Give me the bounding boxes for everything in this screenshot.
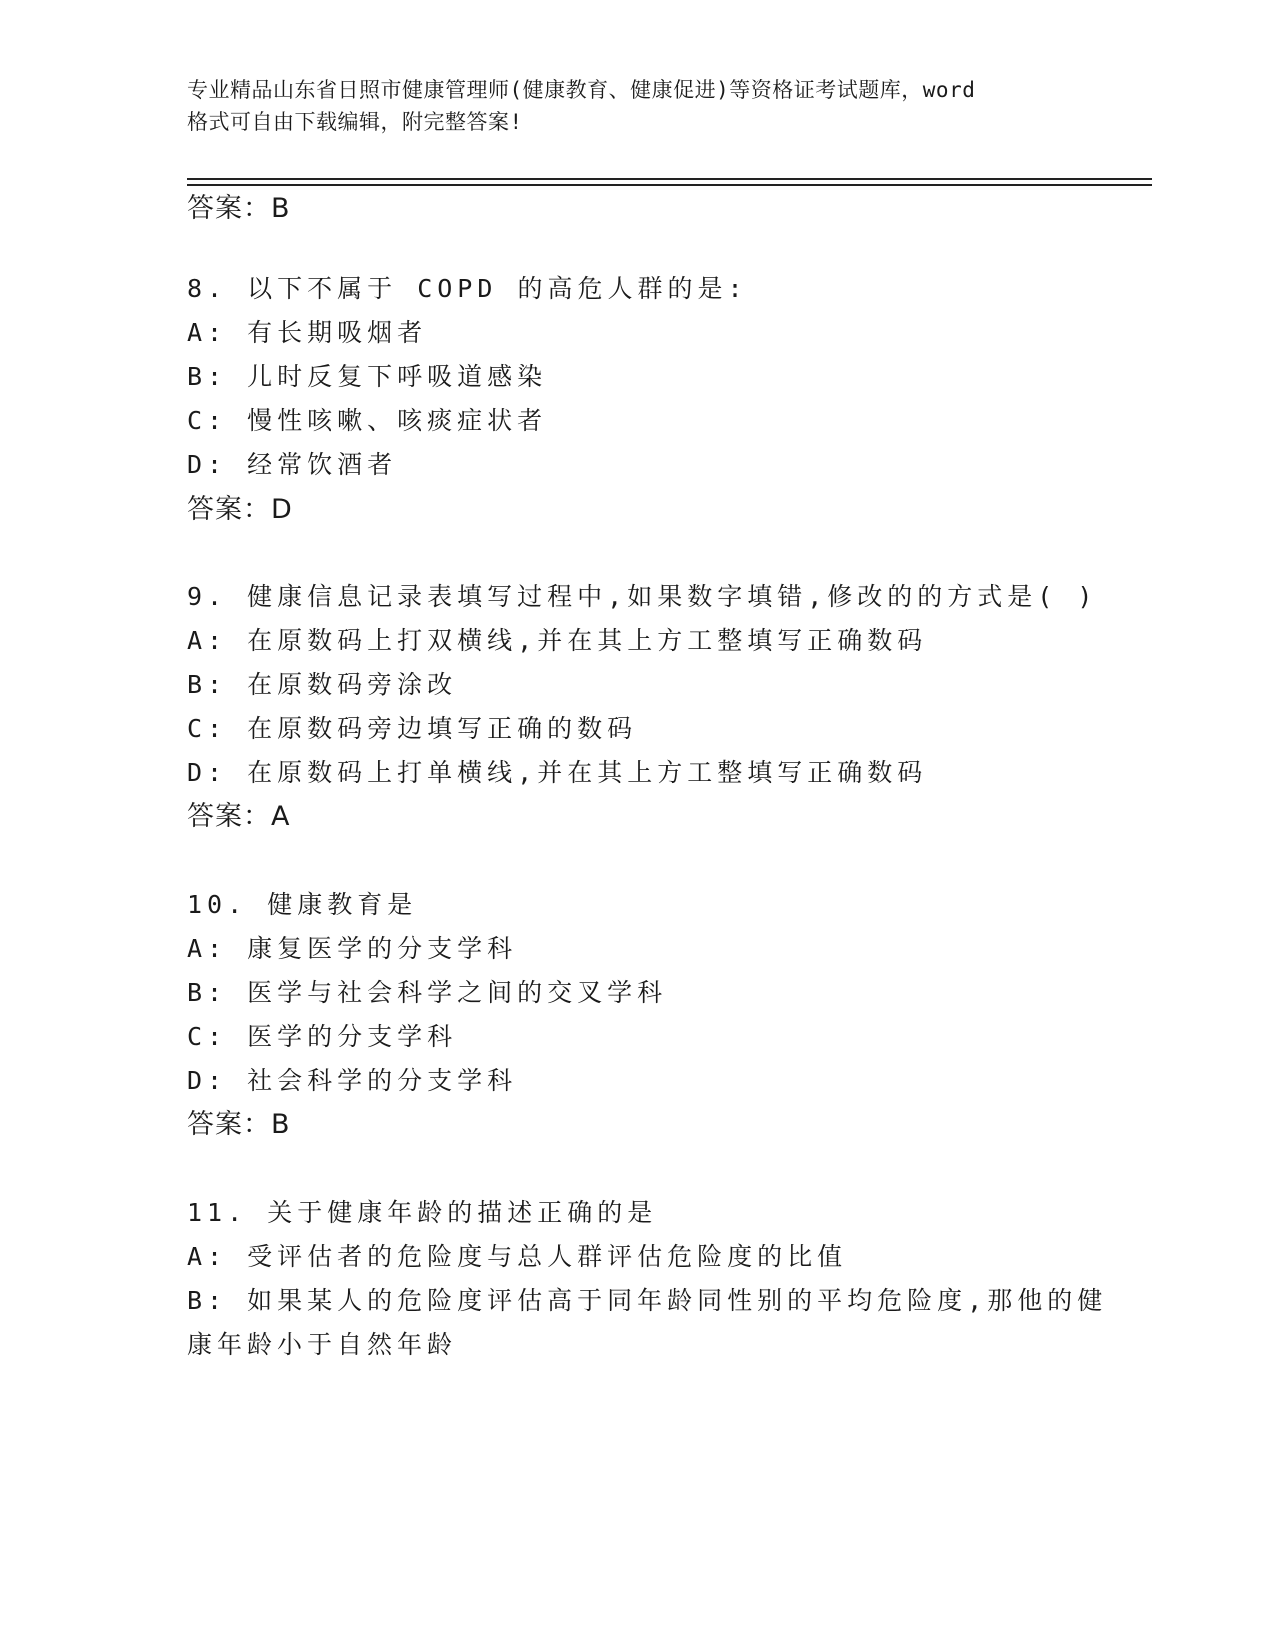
header-rule-bottom xyxy=(187,184,1152,186)
question-10-option-a: A: 康复医学的分支学科 xyxy=(187,934,518,963)
question-8-option-c: C: 慢性咳嗽、咳痰症状者 xyxy=(187,406,548,435)
question-10-option-d: D: 社会科学的分支学科 xyxy=(187,1066,518,1095)
question-10-option-b: B: 医学与社会科学之间的交叉学科 xyxy=(187,978,668,1007)
question-11-option-b-continued: 康年龄小于自然年龄 xyxy=(187,1330,458,1359)
question-11-stem: 11. 关于健康年龄的描述正确的是 xyxy=(187,1198,658,1227)
question-8-stem: 8. 以下不属于 COPD 的高危人群的是: xyxy=(187,274,748,303)
question-11-option-a: A: 受评估者的危险度与总人群评估危险度的比值 xyxy=(187,1242,848,1271)
question-8-option-b: B: 儿时反复下呼吸道感染 xyxy=(187,362,548,391)
question-10-option-c: C: 医学的分支学科 xyxy=(187,1022,458,1051)
previous-answer: 答案：B xyxy=(187,193,291,224)
header-line-1: 专业精品山东省日照市健康管理师(健康教育、健康促进)等资格证考试题库，word xyxy=(187,78,976,102)
header-line-2: 格式可自由下载编辑，附完整答案! xyxy=(187,110,523,134)
question-10-stem: 10. 健康教育是 xyxy=(187,890,418,919)
question-9-answer: 答案：A xyxy=(187,801,291,832)
question-8-answer: 答案：D xyxy=(187,494,293,525)
question-9-stem: 9. 健康信息记录表填写过程中,如果数字填错,修改的的方式是( ) xyxy=(187,582,1098,611)
question-9-option-a: A: 在原数码上打双横线,并在其上方工整填写正确数码 xyxy=(187,626,928,655)
question-8-option-a: A: 有长期吸烟者 xyxy=(187,318,428,347)
question-9-option-d: D: 在原数码上打单横线,并在其上方工整填写正确数码 xyxy=(187,758,928,787)
header-rule-top xyxy=(187,178,1152,180)
question-8-option-d: D: 经常饮酒者 xyxy=(187,450,398,479)
question-9-option-b: B: 在原数码旁涂改 xyxy=(187,670,458,699)
page-header xyxy=(187,74,1087,138)
question-9-option-c: C: 在原数码旁边填写正确的数码 xyxy=(187,714,638,743)
question-10-answer: 答案：B xyxy=(187,1109,291,1140)
question-11-option-b: B: 如果某人的危险度评估高于同年龄同性别的平均危险度,那他的健 xyxy=(187,1286,1108,1315)
